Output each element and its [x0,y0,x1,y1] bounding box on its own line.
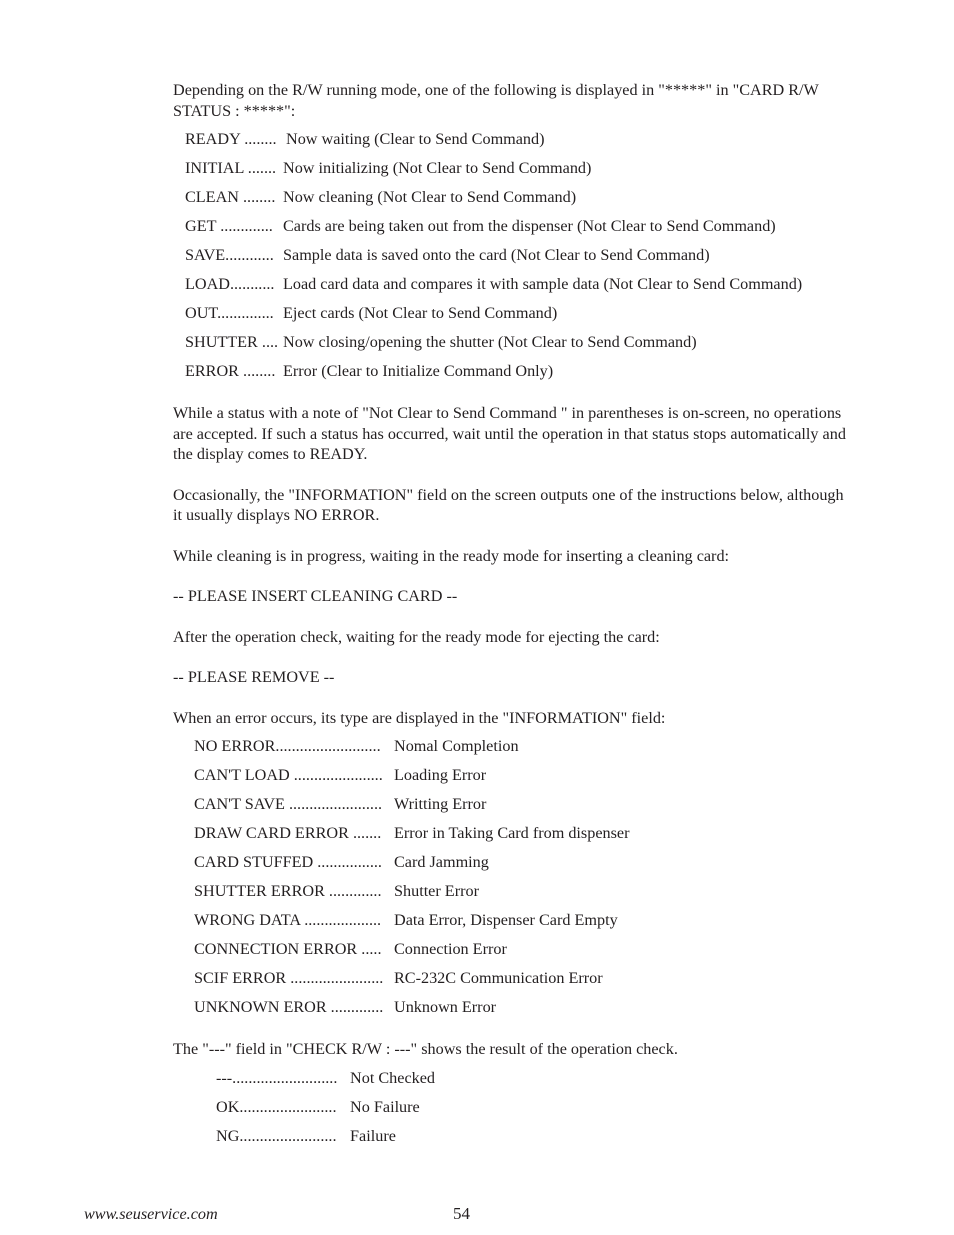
intro-paragraph: Depending on the R/W running mode, one of the following is displayed in "*****" in "CARD R/W STATUS : *****": [173,81,819,120]
error-term: CONNECTION ERROR ..... [194,940,382,958]
error-desc: Card Jamming [394,853,489,871]
list-item [194,993,853,1022]
status-desc: Load card data and compares it with sample data (Not Clear to Send Command) [283,275,803,293]
check-desc: No Failure [346,1097,420,1116]
remove-message: -- PLEASE REMOVE -- [173,668,335,686]
error-term: CARD STUFFED ................ [194,853,382,871]
status-term: READY ........ [185,130,277,148]
error-term: CAN'T LOAD ...................... [194,766,383,784]
status-desc: Sample data is saved onto the card (Not Clear to Send Command) [283,246,710,264]
status-term: ERROR ........ [185,362,276,380]
page-number: 54 [453,1204,470,1223]
status-mode-list [185,125,853,386]
error-desc: Shutter Error [394,882,479,900]
error-desc: Connection Error [394,940,507,958]
error-desc: Loading Error [394,766,487,784]
list-item [185,212,853,241]
status-desc: Error (Clear to Initialize Command Only) [283,362,554,380]
list-item [194,848,853,877]
status-term: LOAD........... [185,275,275,293]
list-item [194,877,853,906]
after-check-paragraph: After the operation check, waiting for the ready mode for ejecting the card: [173,627,660,646]
error-desc: Writting Error [394,795,487,813]
list-item [185,299,853,328]
error-type-list [194,732,853,1022]
status-term: SAVE............ [185,246,274,264]
status-desc: Now waiting (Clear to Send Command) [286,130,545,148]
cleaning-paragraph: While cleaning is in progress, waiting in the ready mode for inserting a cleaning card: [173,546,730,565]
footer-url: www.seuservice.com [84,1205,218,1223]
check-term: NG........................ [216,1126,337,1145]
error-desc: Unknown Error [394,998,497,1016]
list-item [194,819,853,848]
check-paragraph: The "---" field in "CHECK R/W : ---" shows the result of the operation check. [173,1040,678,1058]
error-desc: RC-232C Communication Error [394,969,603,987]
error-term: NO ERROR.......................... [194,737,381,755]
error-term: WRONG DATA ................... [194,911,382,929]
status-desc: Now closing/opening the shutter (Not Clear to Send Command) [283,333,697,351]
error-desc: Error in Taking Card from dispenser [394,824,630,842]
status-desc: Now initializing (Not Clear to Send Command) [283,159,592,177]
error-term: CAN'T SAVE ....................... [194,795,383,813]
not-clear-paragraph: While a status with a note of "Not Clear to Send Command " in parentheses is on-screen, no operations are accepted. If such a status has occurred, wait until the operation in that status stops automatically and the display comes to READY. [173,404,846,463]
status-term: OUT.............. [185,304,274,322]
list-item [194,761,853,790]
check-desc: Not Checked [346,1068,436,1087]
list-item [185,183,853,212]
status-term: SHUTTER .... [185,333,279,351]
status-term: GET ............. [185,217,273,235]
list-item [185,357,853,386]
list-item [194,906,853,935]
check-term: ---.......................... [216,1068,338,1087]
error-term: UNKNOWN EROR ............. [194,998,384,1016]
insert-cleaning-card-message: -- PLEASE INSERT CLEANING CARD -- [173,587,458,605]
error-term: SCIF ERROR ....................... [194,969,384,987]
list-item [185,241,853,270]
check-result-list [216,1064,853,1151]
list-item [194,732,853,761]
error-term: DRAW CARD ERROR ....... [194,824,382,842]
status-term: INITIAL ....... [185,159,277,177]
list-item [194,935,853,964]
status-desc: Cards are being taken out from the dispenser (Not Clear to Send Command) [283,217,776,235]
list-item [216,1064,853,1093]
list-item [185,125,853,154]
status-desc: Now cleaning (Not Clear to Send Command) [283,188,577,206]
information-paragraph: Occasionally, the "INFORMATION" field on the screen outputs one of the instructions below, although it usually displays NO ERROR. [173,485,844,524]
status-term: CLEAN ........ [185,188,276,206]
list-item [216,1122,853,1151]
error-desc: Nomal Completion [394,737,519,755]
error-term: SHUTTER ERROR ............. [194,882,382,900]
list-item [185,154,853,183]
check-term: OK........................ [216,1097,337,1116]
error-desc: Data Error, Dispenser Card Empty [394,911,618,929]
page-content [173,80,853,1151]
check-desc: Failure [346,1126,396,1145]
status-desc: Eject cards (Not Clear to Send Command) [283,304,558,322]
list-item [194,790,853,819]
list-item [194,964,853,993]
list-item [185,328,853,357]
error-paragraph: When an error occurs, its type are displayed in the "INFORMATION" field: [173,708,666,727]
list-item [216,1093,853,1122]
list-item [185,270,853,299]
